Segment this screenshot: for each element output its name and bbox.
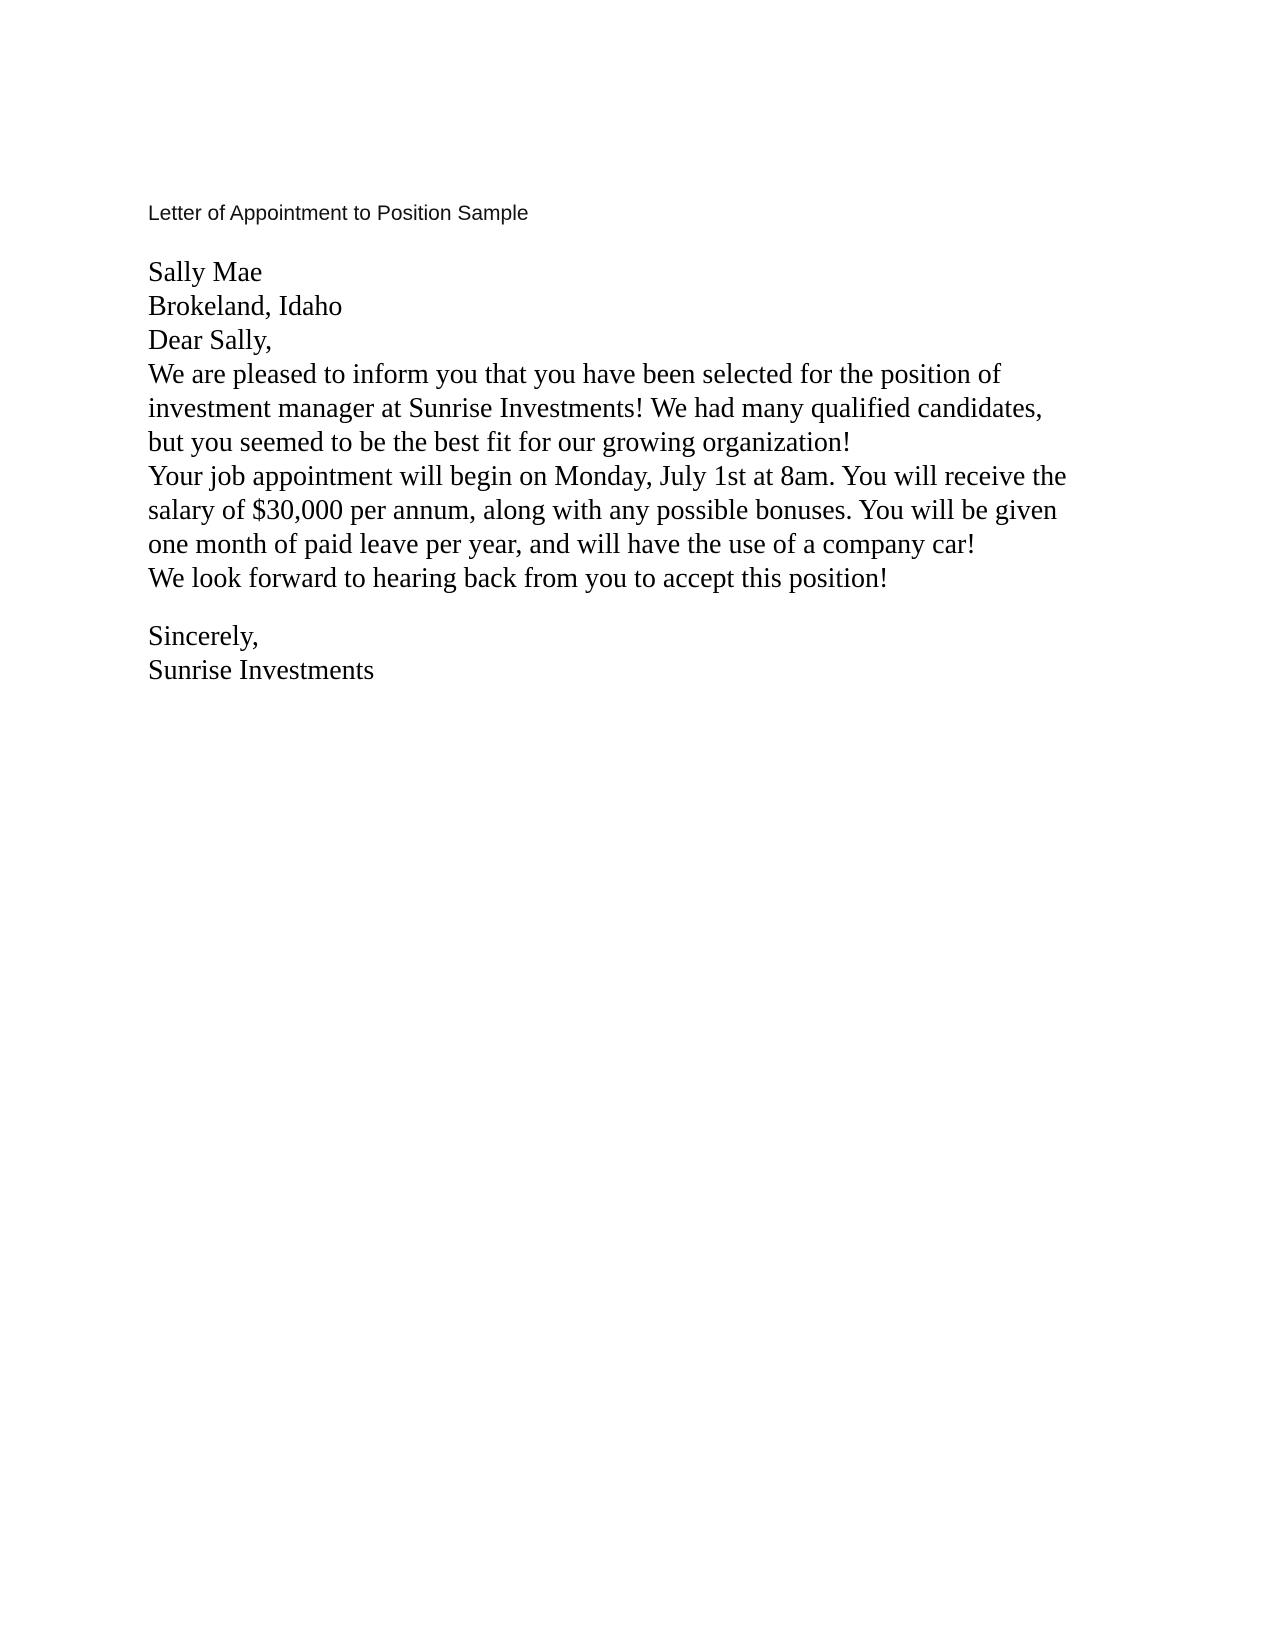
paragraph-1-line-1: We are pleased to inform you that you have been selected for the position of (148, 359, 1002, 390)
paragraph-1-line-2: investment manager at Sunrise Investments! We had many qualified candidates, (148, 393, 1043, 424)
signature: Sunrise Investments (148, 655, 375, 686)
paragraph-1-line-3: but you seemed to be the best fit for our growing organization! (148, 427, 852, 458)
recipient-name: Sally Mae (148, 257, 263, 288)
salutation: Dear Sally, (148, 325, 273, 356)
paragraph-3: We look forward to hearing back from you to accept this position! (148, 563, 889, 594)
paragraph-2-line-1: Your job appointment will begin on Monday, July 1st at 8am. You will receive the (148, 461, 1067, 492)
paragraph-2-line-2: salary of $30,000 per annum, along with any possible bonuses. You will be given (148, 495, 1058, 526)
paragraph-2-line-3: one month of paid leave per year, and will have the use of a company car! (148, 529, 976, 560)
letter-closing (148, 620, 374, 688)
document-title: Letter of Appointment to Position Sample (148, 202, 529, 225)
letter-body (148, 256, 1148, 596)
closing-phrase: Sincerely, (148, 621, 259, 652)
recipient-location: Brokeland, Idaho (148, 291, 343, 322)
